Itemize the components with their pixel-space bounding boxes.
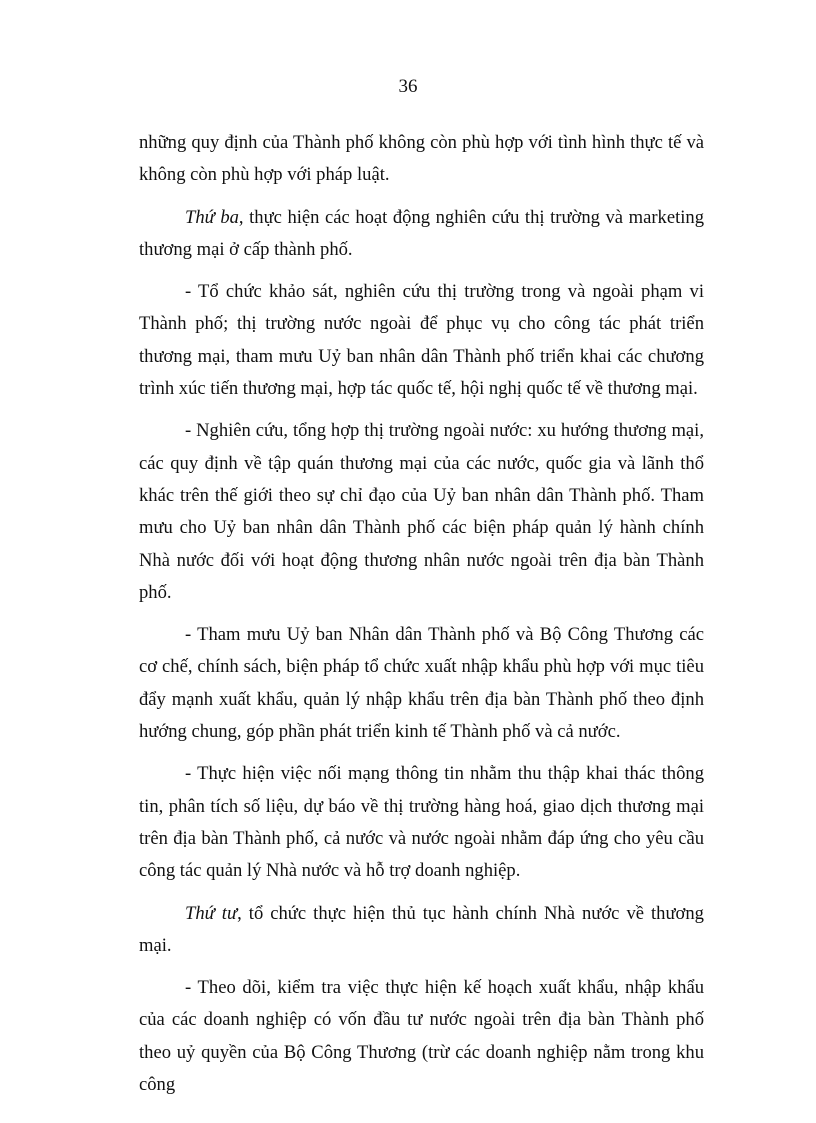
paragraph: [139, 898, 704, 963]
paragraph: [139, 415, 704, 609]
paragraph-text: những quy định của Thành phố không còn phù hợp với tình hình thực tế và không còn phù hợp với pháp luật.: [139, 132, 704, 186]
paragraph: [139, 202, 704, 267]
paragraph: [139, 619, 704, 748]
paragraph: [139, 972, 704, 1101]
document-body: [139, 127, 704, 1111]
paragraph-text: - Nghiên cứu, tổng hợp thị trường ngoài nước: xu hướng thương mại, các quy định về tập quán thương mại của các nước, quốc gia và lãnh thổ khác trên thế giới theo sự chỉ đạo của Uỷ ban nhân dân Thành phố. Tham mưu cho Uỷ ban nhân dân Thành phố các biện pháp quản lý hành chính Nhà nước đối với hoạt động thương nhân nước ngoài trên địa bàn Thành phố.: [139, 420, 704, 603]
paragraph-lead-italic: Thứ tư: [185, 902, 238, 924]
paragraph-text: , tổ chức thực hiện thủ tục hành chính Nhà nước về thương mại.: [139, 902, 704, 956]
page-number: 36: [398, 76, 418, 97]
paragraph-text: , thực hiện các hoạt động nghiên cứu thị trường và marketing thương mại ở cấp thành phố.: [139, 206, 704, 260]
paragraph-text: - Tham mưu Uỷ ban Nhân dân Thành phố và Bộ Công Thương các cơ chế, chính sách, biện pháp tổ chức xuất nhập khẩu phù hợp với mục tiêu đẩy mạnh xuất khẩu, quản lý nhập khẩu trên địa bàn Thành phố theo định hướng chung, góp phần phát triển kinh tế Thành phố và cả nước.: [139, 624, 704, 743]
paragraph: [139, 276, 704, 405]
paragraph: [139, 127, 704, 192]
paragraph-text: - Theo dõi, kiểm tra việc thực hiện kế hoạch xuất khẩu, nhập khẩu của các doanh nghiệp có vốn đầu tư nước ngoài trên địa bàn Thành phố theo uỷ quyền của Bộ Công Thương (trừ các doanh nghiệp nằm trong khu công: [139, 977, 704, 1096]
paragraph-text: - Tổ chức khảo sát, nghiên cứu thị trường trong và ngoài phạm vi Thành phố; thị trường nước ngoài để phục vụ cho công tác phát triển thương mại, tham mưu Uỷ ban nhân dân Thành phố triển khai các chương trình xúc tiến thương mại, hợp tác quốc tế, hội nghị quốc tế về thương mại.: [139, 281, 704, 400]
paragraph-lead-italic: Thứ ba: [185, 206, 239, 228]
paragraph-text: - Thực hiện việc nối mạng thông tin nhằm thu thập khai thác thông tin, phân tích số liệu, dự báo về thị trường hàng hoá, giao dịch thương mại trên địa bàn Thành phố, cả nước và nước ngoài nhằm đáp ứng cho yêu cầu công tác quản lý Nhà nước và hỗ trợ doanh nghiệp.: [139, 763, 704, 882]
paragraph: [139, 758, 704, 887]
